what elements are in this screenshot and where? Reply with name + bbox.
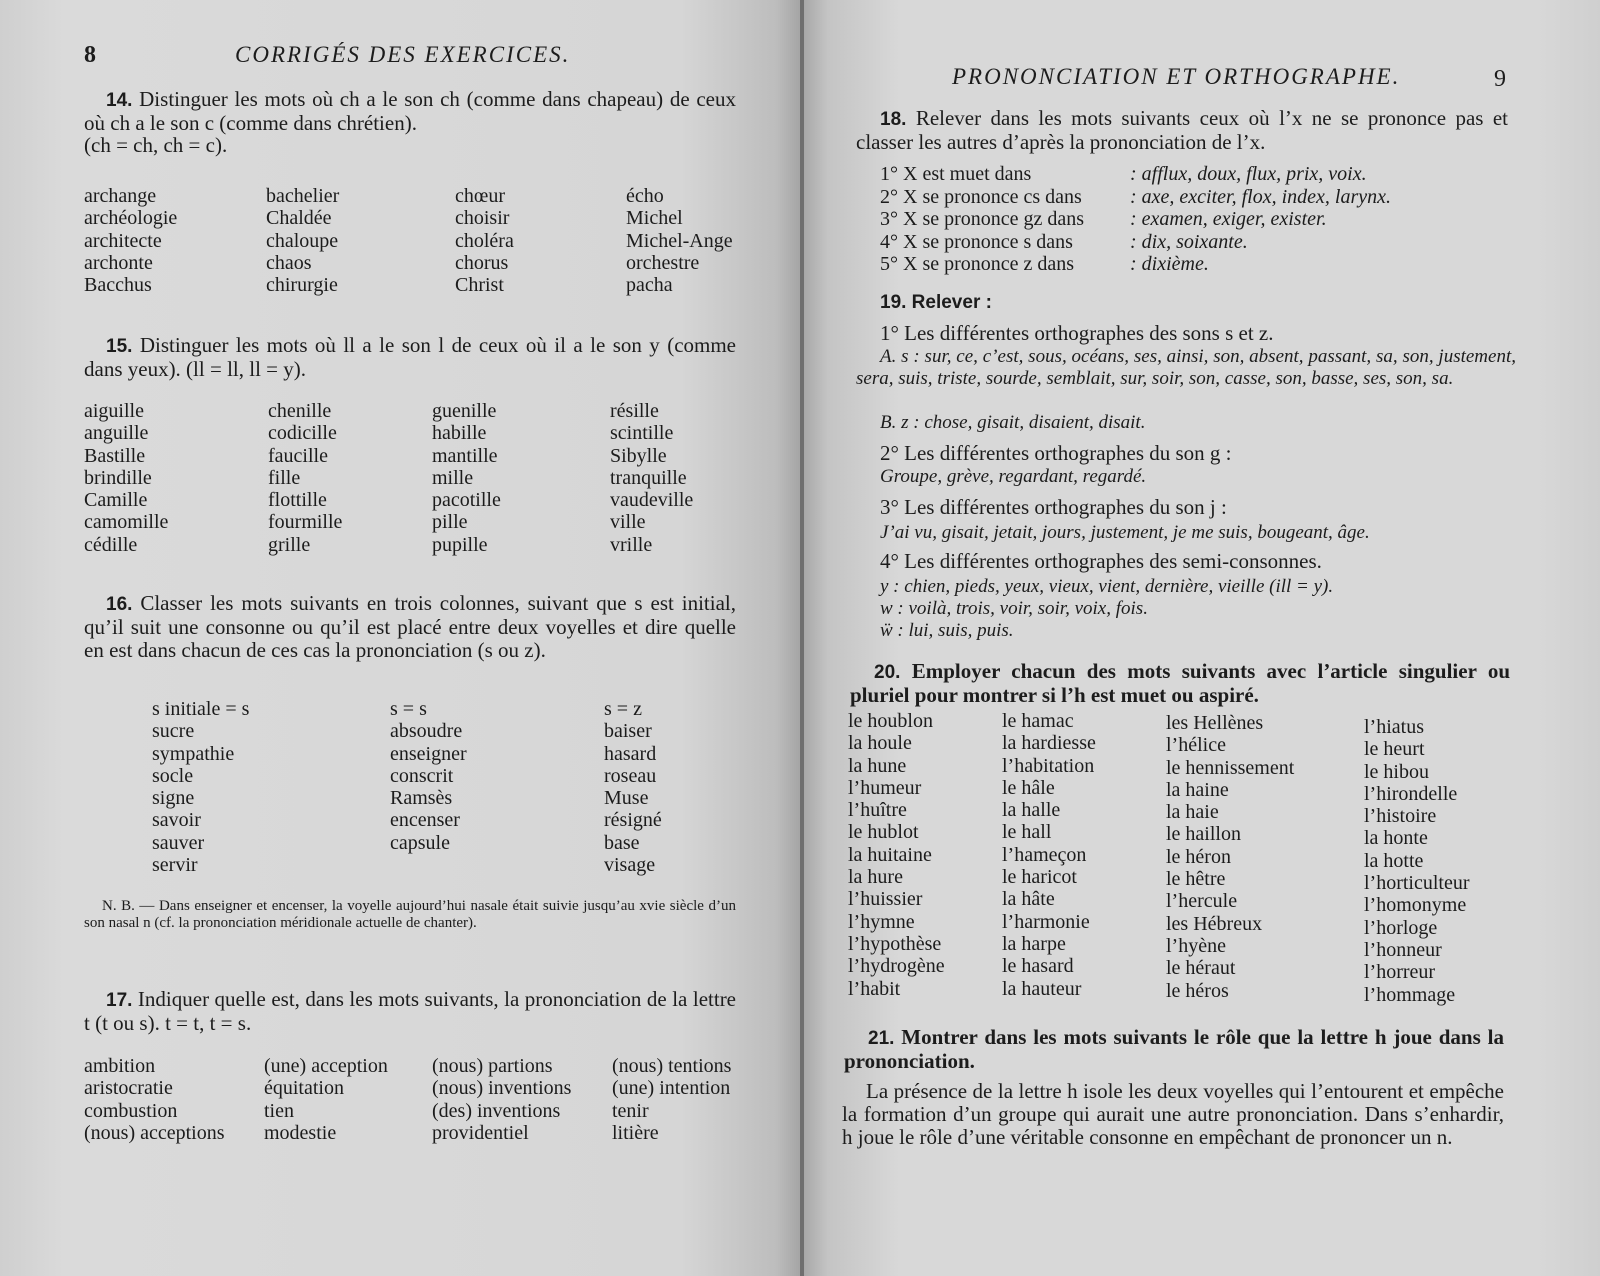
word: fille: [268, 466, 301, 489]
word: l’hirondelle: [1364, 782, 1458, 805]
word: hasard: [604, 742, 657, 765]
word: cédille: [84, 533, 138, 556]
word: Sibylle: [610, 444, 667, 467]
exercise-15-title: [84, 334, 736, 381]
exercise-number: 19.: [880, 292, 907, 313]
word: habille: [432, 422, 487, 445]
word: la haine: [1166, 778, 1229, 801]
word: le héron: [1166, 845, 1231, 868]
word: brindille: [84, 466, 152, 489]
exercise-number: 15.: [106, 336, 133, 357]
exercise-19-title: [880, 290, 992, 314]
exercise-number: 18.: [880, 109, 907, 130]
z-examples: B. z : chose, gisait, disaient, disait.: [880, 412, 1146, 433]
word: l’horticulteur: [1364, 872, 1470, 895]
x-rule-words: : afflux, doux, flux, prix, voix.: [1130, 163, 1367, 185]
word: Muse: [604, 787, 649, 810]
x-pronunciation-words: [1130, 163, 1391, 276]
x-rule-words: : axe, exciter, flox, index, larynx.: [1130, 185, 1391, 208]
word-column: [1002, 710, 1096, 1000]
running-head: PRONONCIATION ET ORTHOGRAPHE.: [952, 64, 1401, 89]
word: socle: [152, 764, 194, 787]
exercise-number: 14.: [106, 90, 133, 111]
word: résille: [610, 400, 659, 422]
word: la haie: [1166, 801, 1219, 824]
word-column: [84, 400, 168, 556]
exercise-18-title: [856, 107, 1508, 154]
word: tenir: [612, 1099, 649, 1122]
word: litière: [612, 1121, 659, 1144]
word: le héros: [1166, 979, 1229, 1002]
exercise-text: Montrer dans les mots suivants le rôle que la lettre h joue dans la prononciation.: [844, 1025, 1504, 1073]
word-column: [152, 698, 249, 876]
word: la hardiesse: [1002, 732, 1096, 755]
w-umlaut-examples: ẅ : lui, suis, puis.: [880, 620, 1014, 641]
word: l’hymne: [848, 910, 915, 933]
word: le hêtre: [1166, 868, 1226, 891]
word: l’hommage: [1364, 983, 1456, 1006]
word: signe: [152, 787, 195, 810]
column-header: s initiale = s: [152, 698, 250, 720]
g-heading: 2° Les différentes orthographes du son g :: [880, 441, 1232, 465]
word: le hublot: [848, 821, 919, 844]
word: providentiel: [432, 1121, 529, 1144]
exercise-number: 21.: [868, 1028, 895, 1049]
exercise-text: Distinguer les mots où ch a le son ch (comme dans chapeau) de ceux où ch a le son c (comme dans chrétien).: [84, 87, 737, 135]
word: base: [604, 831, 640, 854]
word: l’habitation: [1002, 754, 1095, 777]
word: chirurgie: [266, 274, 338, 297]
word: choisir: [455, 207, 510, 230]
word: le haillon: [1166, 823, 1241, 846]
word: codicille: [268, 422, 337, 445]
word: la hauteur: [1002, 977, 1082, 1000]
word: Bastille: [84, 444, 146, 467]
word: sauver: [152, 831, 205, 854]
x-rule-label: 3° X se prononce gz dans: [880, 208, 1085, 230]
word: la hotte: [1364, 849, 1424, 872]
word: Michel-Ange: [626, 229, 733, 252]
word: écho: [626, 185, 664, 207]
word: les Hellènes: [1166, 712, 1264, 734]
word-column: [455, 185, 514, 296]
word: roseau: [604, 764, 657, 787]
word-column: [266, 185, 339, 296]
word: chorus: [455, 251, 509, 274]
exercise-20-title: [850, 660, 1510, 707]
word: le houblon: [848, 710, 933, 732]
word: choléra: [455, 229, 514, 252]
column-header: s = z: [604, 698, 642, 720]
word: la halle: [1002, 799, 1061, 822]
word: (nous) tentions: [612, 1055, 732, 1077]
word: vrille: [610, 533, 653, 556]
word: pacotille: [432, 489, 501, 512]
s-examples: A. s : sur, ce, c’est, sous, océans, ses, ainsi, son, absent, passant, sa, son, justement, sera, suis, triste, sourde, semblait, sur, soir, son, casse, son, basse, ses, son, sa.: [856, 346, 1516, 389]
word: servir: [152, 854, 198, 877]
y-examples: y : chien, pieds, yeux, vieux, vient, dernière, vieille (ill = y).: [880, 576, 1334, 597]
word: le hasard: [1002, 955, 1074, 978]
word: l’hercule: [1166, 890, 1238, 913]
word: l’homonyme: [1364, 894, 1467, 917]
word: le hennissement: [1166, 756, 1295, 779]
right-page: [804, 0, 1600, 1276]
word: sympathie: [152, 742, 235, 765]
word: équitation: [264, 1077, 344, 1100]
word: l’hameçon: [1002, 843, 1087, 866]
word: Chaldée: [266, 207, 332, 230]
word: la houle: [848, 732, 912, 755]
word: l’hypothèse: [848, 932, 942, 955]
word-column: [268, 400, 342, 556]
exercise-14-title: [84, 88, 736, 135]
word: Christ: [455, 274, 504, 297]
word: aiguille: [84, 400, 144, 422]
word: guenille: [432, 400, 497, 422]
word: architecte: [84, 229, 162, 252]
exercise-16-title: [84, 592, 736, 662]
word: scintille: [610, 422, 674, 445]
word: aristocratie: [84, 1077, 173, 1100]
word: le hibou: [1364, 760, 1429, 783]
exercise-text: Distinguer les mots où ll a le son l de ceux où il a le son y (comme dans yeux). (ll = ll, ll = y).: [84, 333, 737, 381]
page-number: 9: [1494, 66, 1506, 92]
word: tranquille: [610, 466, 687, 489]
word: (nous) acceptions: [84, 1121, 225, 1144]
x-rule-words: : examen, exiger, exister.: [1130, 208, 1327, 230]
j-heading: 3° Les différentes orthographes du son j :: [880, 495, 1227, 519]
word: chœur: [455, 185, 505, 207]
x-rule-label: 1° X est muet dans: [880, 163, 1032, 185]
word: (nous) partions: [432, 1055, 553, 1077]
word: l’huître: [848, 799, 907, 822]
word: visage: [604, 854, 656, 877]
word: absoudre: [390, 720, 463, 743]
word: l’honneur: [1364, 938, 1442, 961]
word-column: [604, 698, 662, 876]
x-rule-label: 2° X se prononce cs dans: [880, 185, 1082, 208]
word-column: [264, 1055, 388, 1144]
word: l’hydrogène: [848, 955, 945, 978]
word: modestie: [264, 1121, 337, 1144]
x-rule-label: 4° X se prononce s dans: [880, 230, 1073, 253]
word: le hall: [1002, 821, 1052, 844]
word: ville: [610, 511, 646, 534]
x-pronunciation-labels: [880, 163, 1084, 276]
word: fourmille: [268, 511, 343, 534]
word: la honte: [1364, 827, 1428, 850]
word: pacha: [626, 274, 673, 297]
x-rule-words: : dixième.: [1130, 253, 1209, 275]
word: baiser: [604, 720, 652, 743]
word-column: [610, 400, 693, 556]
exercise-text: Indiquer quelle est, dans les mots suivants, la prononciation de la lettre t (t ou s). t = t, t = s.: [84, 987, 737, 1035]
exercise-text: Relever dans les mots suivants ceux où l’x ne se prononce pas et classer les autres d’après la prononciation de l’x.: [856, 106, 1508, 154]
exercise-number: 17.: [106, 990, 133, 1011]
word: la harpe: [1002, 932, 1066, 955]
word: chaloupe: [266, 229, 339, 252]
word: bachelier: [266, 185, 340, 207]
word: l’horreur: [1364, 961, 1436, 984]
page-number: 8: [84, 42, 96, 68]
word: encenser: [390, 809, 460, 832]
exercise-17-title: [84, 988, 736, 1035]
word: savoir: [152, 809, 201, 832]
word: (une) acception: [264, 1055, 388, 1077]
word: l’hélice: [1166, 734, 1226, 757]
word: capsule: [390, 831, 450, 854]
word: tien: [264, 1099, 294, 1122]
word: anguille: [84, 422, 149, 445]
word: ambition: [84, 1055, 156, 1077]
word: flottille: [268, 489, 327, 512]
w-examples: w : voilà, trois, voir, soir, voix, fois.: [880, 598, 1148, 619]
word: le heurt: [1364, 738, 1425, 761]
exercise-text: Relever :: [911, 292, 992, 313]
word-column: [84, 185, 177, 296]
exercise-number: 16.: [106, 594, 133, 615]
word: les Hébreux: [1166, 912, 1263, 935]
word: l’hiatus: [1364, 716, 1424, 738]
word: la hâte: [1002, 888, 1055, 911]
word: l’horloge: [1364, 916, 1438, 939]
word: Michel: [626, 207, 683, 230]
semi-consonnes-heading: 4° Les différentes orthographes des semi-consonnes.: [880, 549, 1322, 573]
exercise-text: Employer chacun des mots suivants avec l’article singulier ou pluriel pour montrer si l’h est muet ou aspiré.: [850, 659, 1511, 707]
word: le haricot: [1002, 866, 1077, 889]
word: grille: [268, 533, 311, 556]
word-column: [1166, 712, 1294, 1002]
word: l’histoire: [1364, 805, 1437, 828]
word: le hamac: [1002, 710, 1074, 732]
word: la huitaine: [848, 843, 932, 866]
s-z-heading: 1° Les différentes orthographes des sons s et z.: [880, 321, 1274, 345]
word: pupille: [432, 533, 488, 556]
word: l’huissier: [848, 888, 923, 911]
note-nb: N. B. — Dans enseigner et encenser, la voyelle aujourd’hui nasale était suivie jusqu’au xvie siècle d’un son nasal n (cf. la prononciation méridionale actuelle de chanter).: [84, 898, 736, 931]
word: le hâle: [1002, 776, 1055, 799]
exercise-21-title: [844, 1026, 1504, 1073]
word: (nous) inventions: [432, 1077, 572, 1100]
word-column: [432, 1055, 571, 1144]
word: Bacchus: [84, 274, 152, 297]
word: camomille: [84, 511, 169, 534]
word: conscrit: [390, 764, 454, 787]
word: mille: [432, 466, 474, 489]
word-column: [390, 698, 467, 854]
word: (des) inventions: [432, 1099, 561, 1122]
word-column: [612, 1055, 731, 1144]
word-column: [848, 710, 945, 1000]
word: enseigner: [390, 742, 467, 765]
exercise-text: Classer les mots suivants en trois colonnes, suivant que s est initial, qu’il suit une consonne ou qu’il est placé entre deux voyelles et dire quelle en est dans chacun de ces cas la prononciation (s ou z).: [84, 591, 737, 662]
j-examples: J’ai vu, gisait, jetait, jours, justement, je me suis, bougeant, âge.: [880, 522, 1370, 543]
word: Camille: [84, 489, 148, 512]
running-head: CORRIGÉS DES EXERCICES.: [235, 42, 571, 67]
exercise-number: 20.: [874, 662, 901, 683]
word: la hure: [848, 866, 903, 889]
word: archéologie: [84, 207, 178, 230]
exercise-14-key: (ch = ch, ch = c).: [84, 133, 228, 157]
word: l’humeur: [848, 776, 922, 799]
word: l’hyène: [1166, 934, 1226, 957]
word: orchestre: [626, 251, 700, 274]
word-column: [84, 1055, 225, 1144]
word: résigné: [604, 809, 662, 832]
word: (une) intention: [612, 1077, 731, 1100]
g-examples: Groupe, grève, regardant, regardé.: [880, 466, 1147, 487]
word: pille: [432, 511, 468, 534]
word-column: [432, 400, 501, 556]
word: Ramsès: [390, 787, 453, 810]
word: l’harmonie: [1002, 910, 1090, 933]
word: combustion: [84, 1099, 178, 1122]
word: le héraut: [1166, 957, 1236, 980]
word-column: [1364, 716, 1470, 1006]
column-header: s = s: [390, 698, 427, 720]
word: faucille: [268, 444, 328, 467]
word-column: [626, 185, 733, 296]
word: chenille: [268, 400, 332, 422]
word: vaudeville: [610, 489, 694, 512]
x-rule-label: 5° X se prononce z dans: [880, 253, 1075, 275]
word: archonte: [84, 251, 153, 274]
word: l’habit: [848, 977, 901, 1000]
word: mantille: [432, 444, 498, 467]
exercise-21-answer: La présence de la lettre h isole les deux voyelles qui l’entourent et empêche la formation d’un groupe qui aurait une autre prononciation. Dans s’enhardir, h joue le rôle d’une véritable consonne en empêchant de prononcer un n.: [842, 1079, 1504, 1149]
word: sucre: [152, 720, 195, 743]
x-rule-words: : dix, soixante.: [1130, 230, 1248, 253]
word: archange: [84, 185, 157, 207]
word: la hune: [848, 754, 907, 777]
word: chaos: [266, 251, 312, 274]
